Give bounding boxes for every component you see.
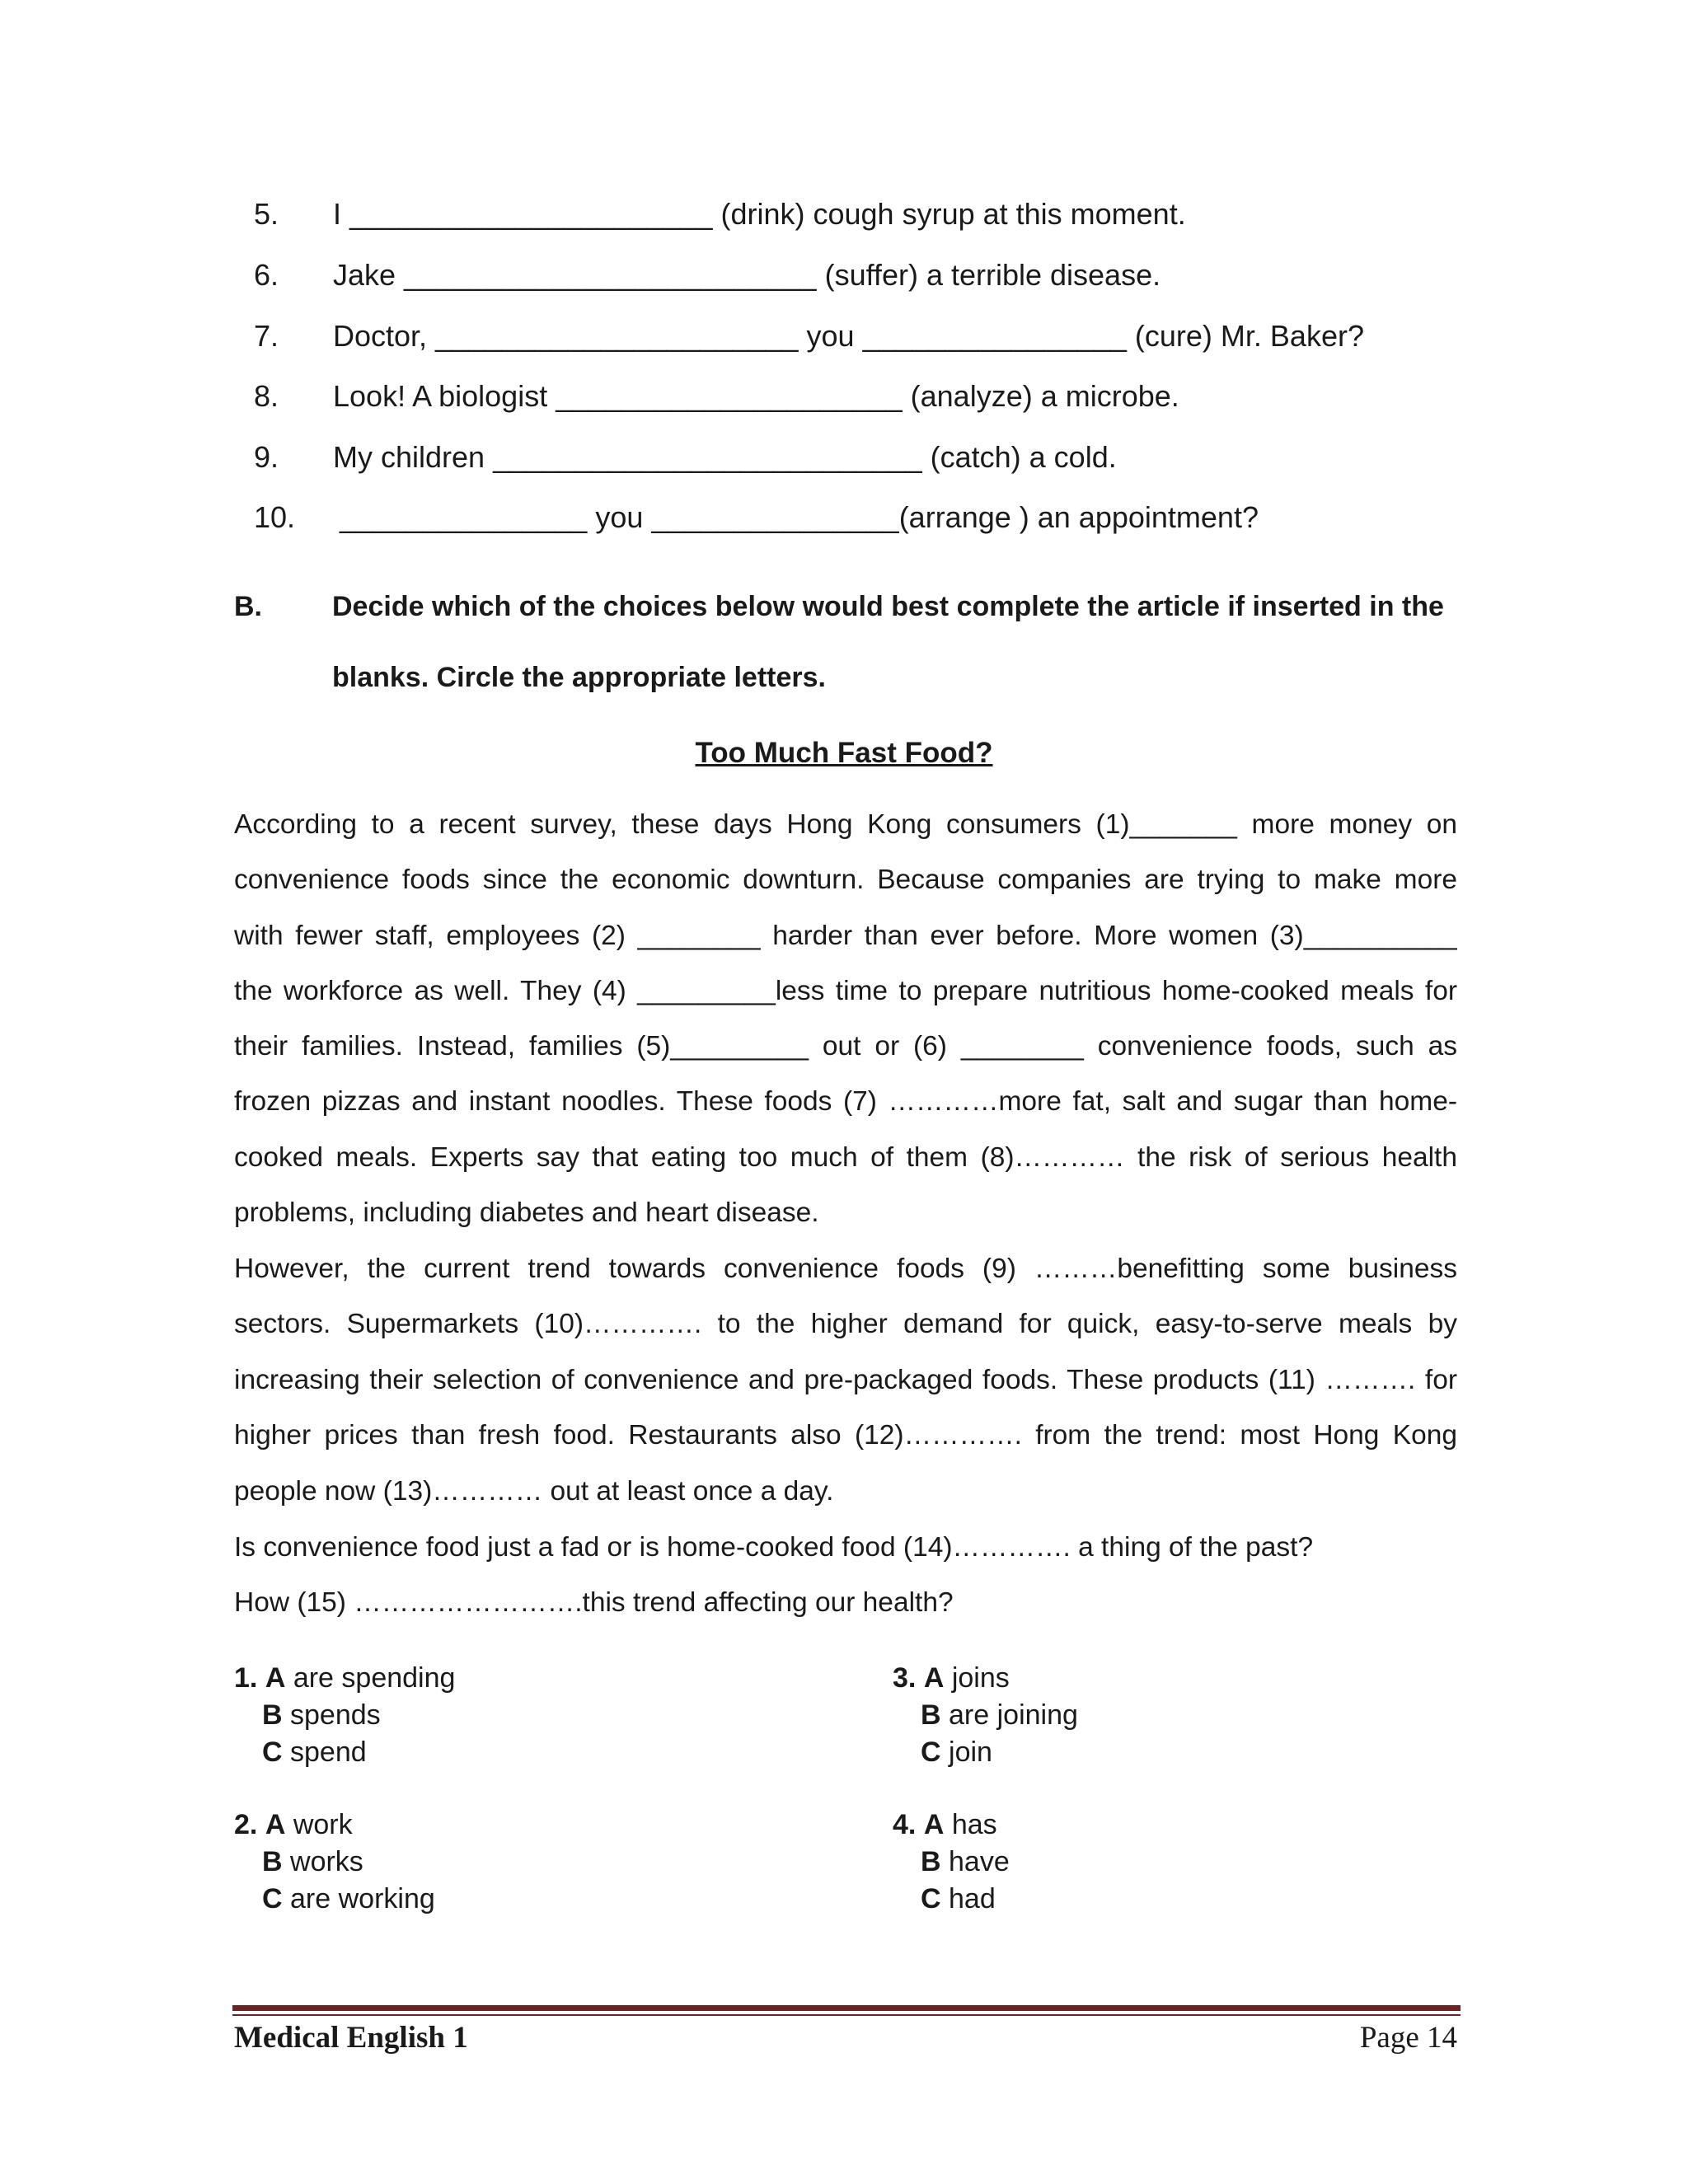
exercise-item bbox=[254, 255, 1457, 295]
section-instruction: Decide which of the choices below would best complete the article if inserted in the bbox=[332, 591, 1444, 622]
choice-letter: B bbox=[921, 1846, 941, 1877]
footer-divider bbox=[232, 2014, 1461, 2016]
article-line: How (15) …………………….this trend affecting our health? bbox=[234, 1587, 954, 1618]
article-line: people now (13)………… out at least once a day. bbox=[234, 1476, 834, 1507]
article-line: with fewer staff, employees (2) ________ harder than ever before. More women (3)__________ bbox=[234, 921, 1457, 951]
choice-letter: A bbox=[265, 1809, 286, 1840]
exercise-item bbox=[254, 194, 1457, 234]
article-line: According to a recent survey, these days Hong Kong consumers (1)_______ more money on bbox=[234, 809, 1457, 840]
exercise-text: _______________ you _______________(arrange ) an appointment? bbox=[340, 500, 1259, 534]
choice-option: are joining bbox=[949, 1699, 1078, 1731]
exercise-text: My children __________________________ (catch) a cold. bbox=[333, 440, 1117, 474]
choice-option: spend bbox=[290, 1736, 367, 1768]
article-line: sectors. Supermarkets (10)…………. to the higher demand for quick, easy-to-serve meals by bbox=[234, 1309, 1457, 1339]
choice-letter: C bbox=[262, 1736, 283, 1768]
choice-option: spends bbox=[290, 1699, 381, 1731]
exercise-text: Jake _________________________ (suffer) a terrible disease. bbox=[333, 258, 1161, 292]
choice-letter: B bbox=[921, 1699, 941, 1731]
exercise-item bbox=[254, 377, 1457, 416]
choice-group bbox=[234, 1660, 455, 1771]
choice-number: 1. bbox=[234, 1662, 258, 1694]
exercise-item bbox=[254, 438, 1457, 477]
article-line: their families. Instead, families (5)_________ out or (6) ________ convenience foods, such as bbox=[234, 1031, 1457, 1062]
page-number: Page 14 bbox=[1359, 2021, 1457, 2055]
choice-letter: A bbox=[923, 1662, 945, 1694]
choice-option: work bbox=[293, 1809, 353, 1840]
exercise-text: I ______________________ (drink) cough syrup at this moment. bbox=[333, 197, 1186, 231]
footer-divider bbox=[232, 2005, 1461, 2011]
choice-group bbox=[893, 1660, 1078, 1771]
choice-letter: C bbox=[262, 1883, 283, 1915]
choice-group bbox=[234, 1807, 435, 1918]
footer-title: Medical English 1 bbox=[234, 2021, 468, 2055]
article-line: increasing their selection of convenience and pre-packaged foods. These products (11) ………. for bbox=[234, 1365, 1457, 1395]
choice-letter: B bbox=[262, 1699, 283, 1731]
article-line: Is convenience food just a fad or is home-cooked food (14)…………. a thing of the past? bbox=[234, 1532, 1314, 1563]
exercise-item bbox=[254, 316, 1457, 356]
choice-number: 3. bbox=[893, 1662, 917, 1694]
article-line: frozen pizzas and instant noodles. These foods (7) …………more fat, salt and sugar than home- bbox=[234, 1086, 1457, 1117]
choice-letter: A bbox=[923, 1809, 945, 1840]
section-instruction: blanks. Circle the appropriate letters. bbox=[332, 662, 826, 693]
article-line: higher prices than fresh food. Restaurants also (12)…………. from the trend: most Hong Kong bbox=[234, 1420, 1457, 1451]
exercise-number: 5. bbox=[254, 197, 279, 231]
choice-letter: B bbox=[262, 1846, 283, 1877]
choice-option: join bbox=[949, 1736, 992, 1768]
choice-option: are spending bbox=[293, 1662, 456, 1694]
choice-option: has bbox=[951, 1809, 997, 1840]
choice-group bbox=[893, 1807, 1010, 1918]
section-letter: B. bbox=[234, 591, 262, 622]
exercise-number: 10. bbox=[254, 500, 296, 534]
exercise-text: Look! A biologist _____________________ (analyze) a microbe. bbox=[333, 379, 1179, 413]
choice-number: 4. bbox=[893, 1809, 917, 1840]
choice-number: 2. bbox=[234, 1809, 258, 1840]
exercise-number: 9. bbox=[254, 440, 279, 474]
exercise-number: 6. bbox=[254, 258, 279, 292]
article-line: problems, including diabetes and heart disease. bbox=[234, 1197, 819, 1228]
choice-option: joins bbox=[951, 1662, 1010, 1694]
article-title: Too Much Fast Food? bbox=[695, 737, 993, 769]
article-line: cooked meals. Experts say that eating too much of them (8)………… the risk of serious health bbox=[234, 1142, 1457, 1173]
article-line: the workforce as well. They (4) _________less time to prepare nutritious home-cooked meals for bbox=[234, 976, 1457, 1006]
exercise-number: 7. bbox=[254, 319, 279, 353]
choice-letter: C bbox=[921, 1883, 941, 1915]
choice-option: works bbox=[290, 1846, 363, 1877]
article-line: convenience foods since the economic downturn. Because companies are trying to make more bbox=[234, 865, 1457, 895]
article-line: However, the current trend towards convenience foods (9) ………benefitting some business bbox=[234, 1254, 1457, 1284]
choice-letter: A bbox=[265, 1662, 286, 1694]
choice-letter: C bbox=[921, 1736, 941, 1768]
choice-option: are working bbox=[290, 1883, 435, 1915]
exercise-number: 8. bbox=[254, 379, 279, 413]
choice-option: have bbox=[949, 1846, 1010, 1877]
exercise-text: Doctor, ______________________ you ________________ (cure) Mr. Baker? bbox=[333, 319, 1364, 353]
exercise-item bbox=[254, 498, 1457, 537]
choice-option: had bbox=[949, 1883, 996, 1915]
